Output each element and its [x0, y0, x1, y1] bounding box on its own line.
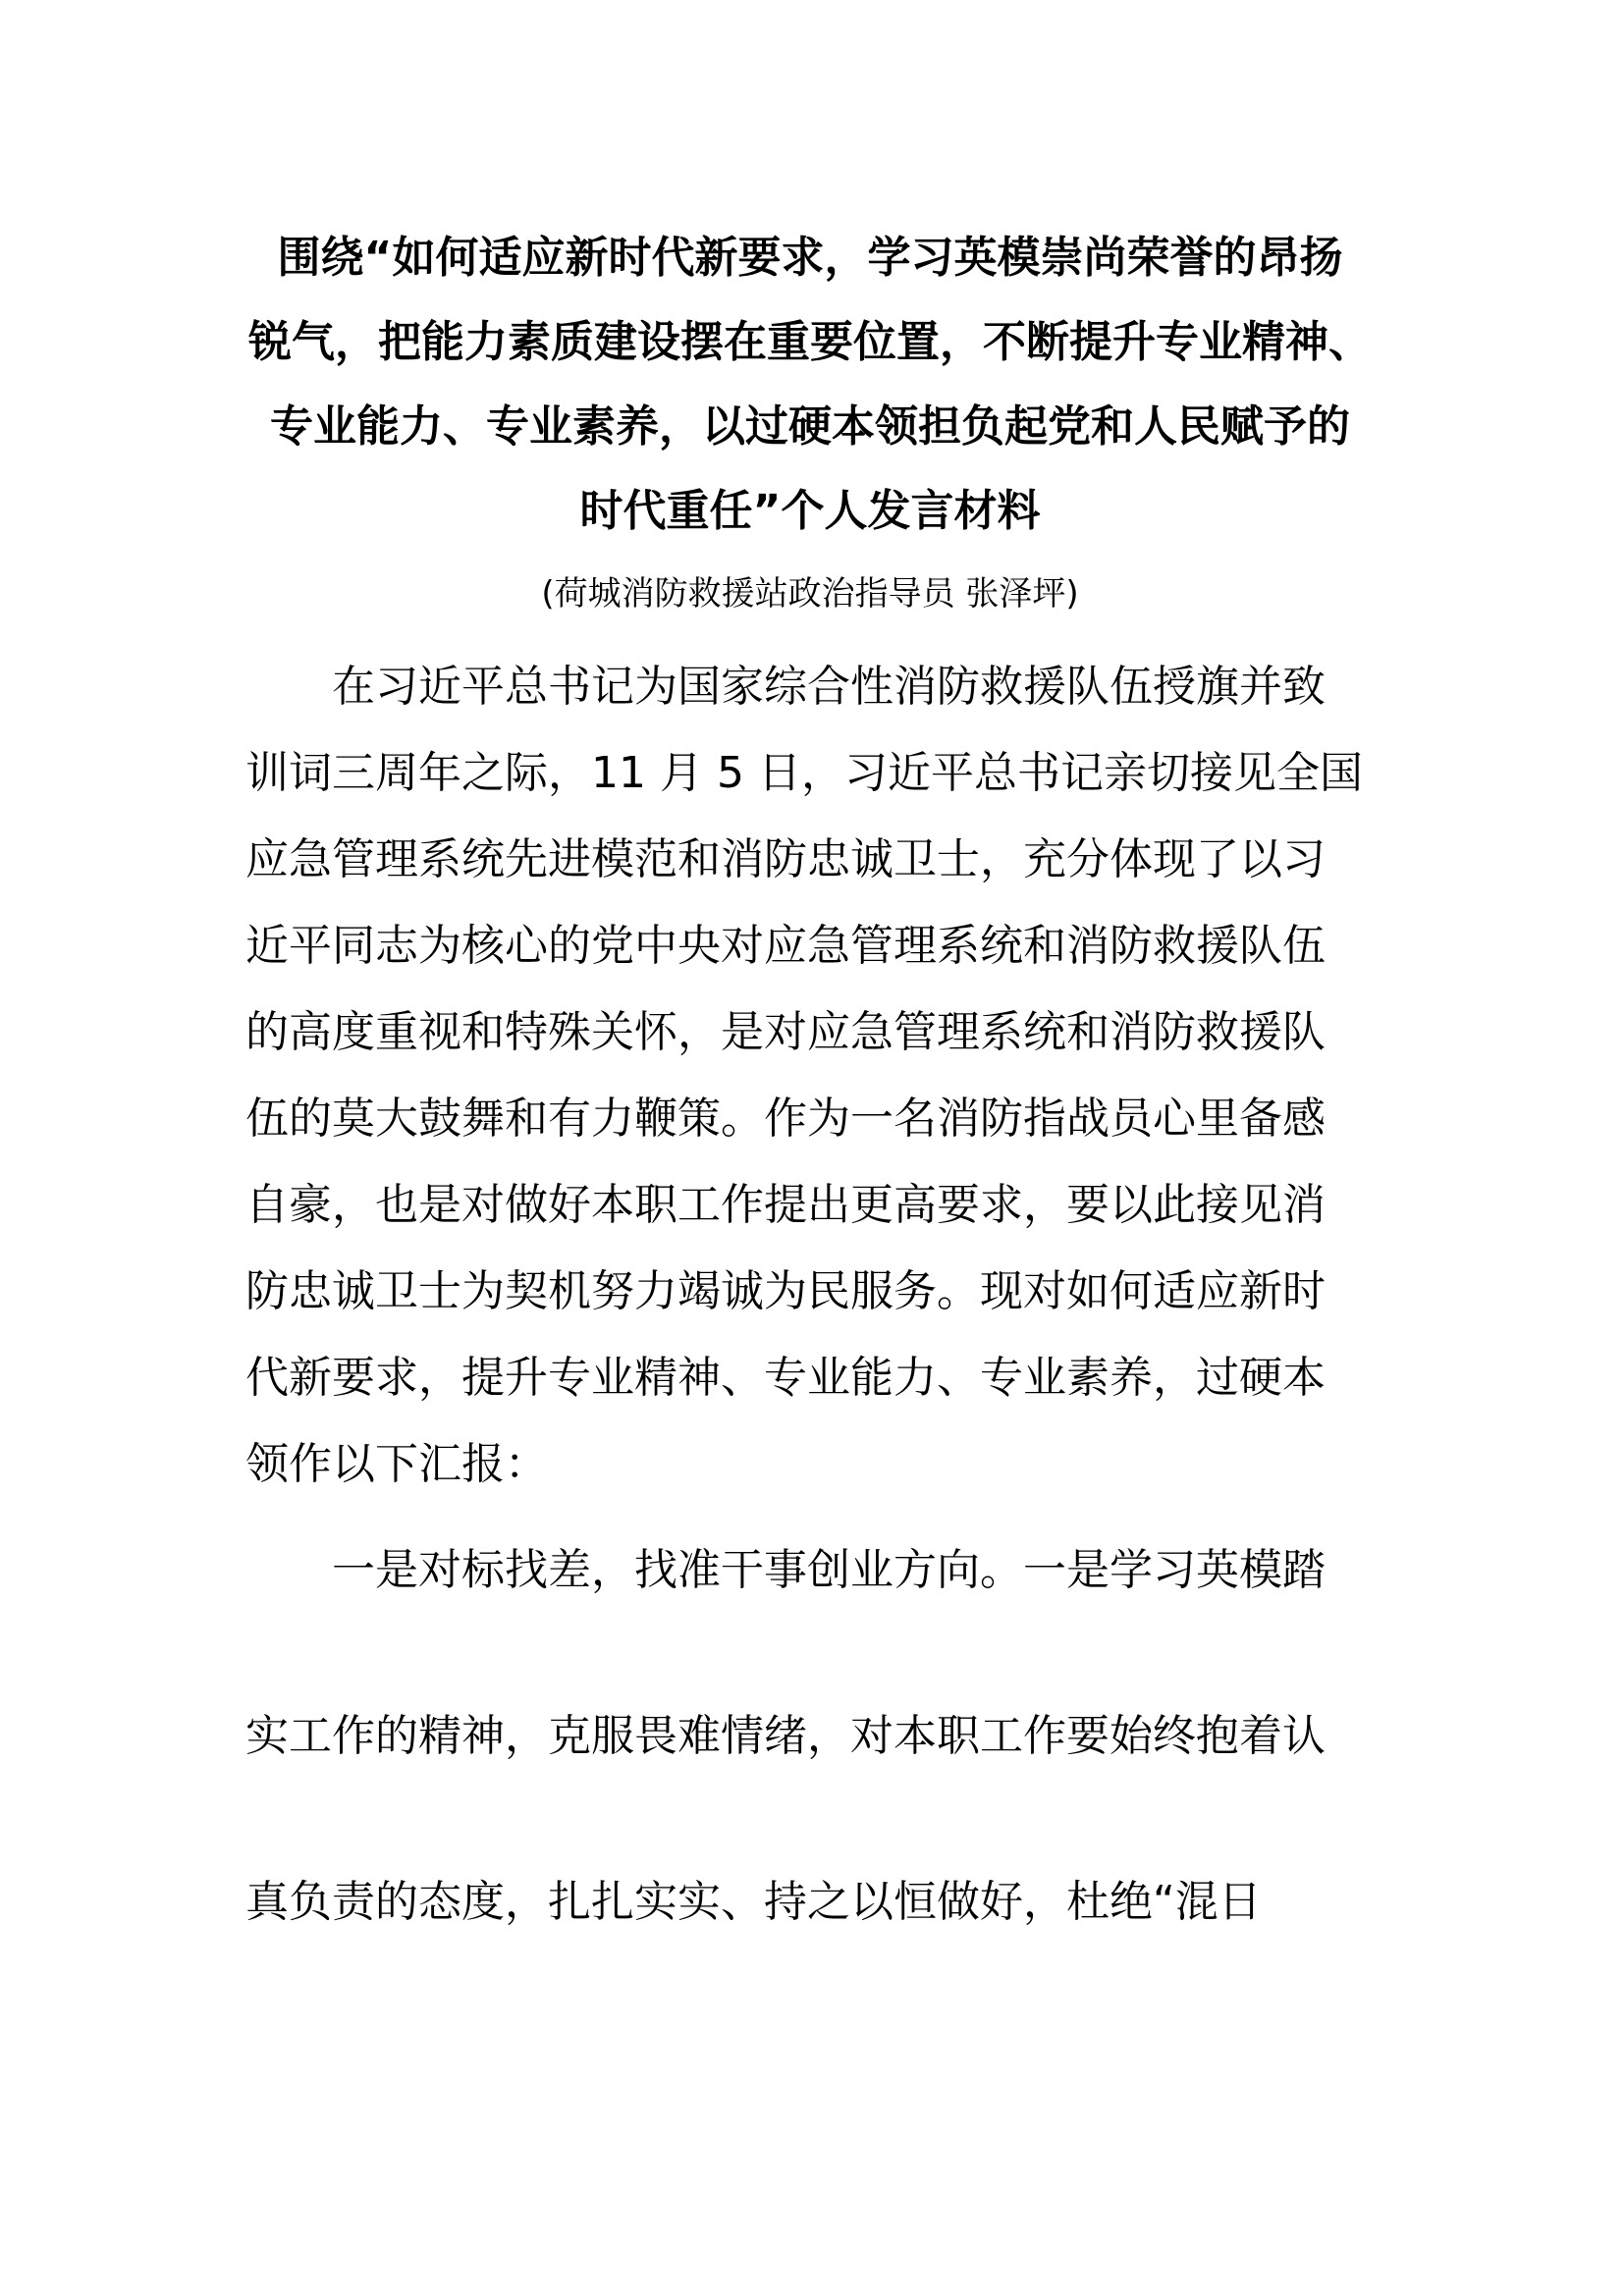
intro-line-6: 伍的莫大鼓舞和有力鞭策。作为一名消防指战员心里备感: [245, 1094, 1326, 1144]
section-line-2: 实工作的精神，克服畏难情绪，对本职工作要始终抱着认: [245, 1711, 1326, 1761]
intro-line-9: 代新要求，提升专业精神、专业能力、专业素养，过硬本: [245, 1353, 1326, 1403]
intro-line-3: 应急管理系统先进模范和消防忠诚卫士，充分体现了以习: [245, 834, 1326, 884]
intro-line-4: 近平同志为核心的党中央对应急管理系统和消防救援队伍: [245, 921, 1326, 971]
section-line-1: 一是对标找差，找准干事创业方向。一是学习英模踏: [332, 1545, 1326, 1595]
intro-line-10: 领作以下汇报：: [245, 1439, 548, 1489]
intro-line-1: 在习近平总书记为国家综合性消防救援队伍授旗并致: [332, 662, 1326, 712]
document-title: [245, 216, 1375, 554]
title-line-4: 时代重任”个人发言材料: [579, 486, 1041, 536]
intro-line-5: 的高度重视和特殊关怀，是对应急管理系统和消防救援队: [245, 1007, 1326, 1057]
intro-line-8: 防忠诚卫士为契机努力竭诚为民服务。现对如何适应新时: [245, 1266, 1326, 1316]
intro-line-7: 自豪，也是对做好本职工作提出更高要求，要以此接见消: [245, 1180, 1326, 1230]
title-line-3: 专业能力、专业素养，以过硬本领担负起党和人民赋予的: [270, 401, 1350, 452]
title-line-2: 锐气，把能力素质建设摆在重要位置，不断提升专业精神、: [248, 317, 1372, 367]
title-line-1: 围绕“如何适应新时代新要求，学习英模崇尚荣誉的昂扬: [277, 233, 1343, 283]
section-line-3: 真负责的态度，扎扎实实、持之以恒做好，杜绝“混日: [245, 1877, 1262, 1927]
author-byline: (荷城消防救援站政治指导员 张泽坪): [541, 574, 1079, 614]
intro-line-2: 训词三周年之际，11 月 5 日，习近平总书记亲切接见全国: [245, 748, 1363, 798]
